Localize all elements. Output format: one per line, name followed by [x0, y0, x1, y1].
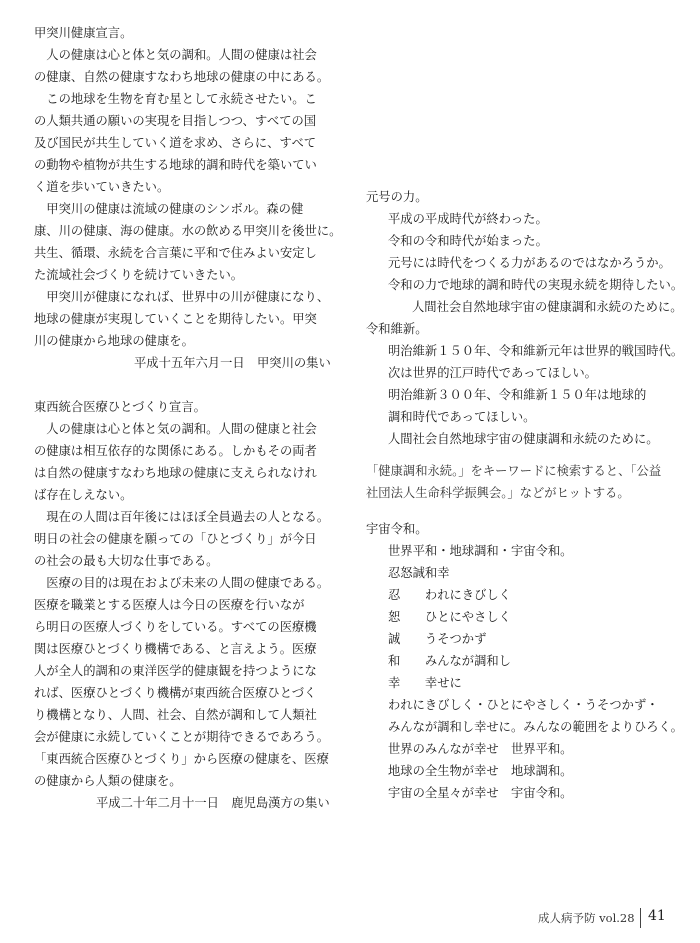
page-number: 41: [648, 908, 666, 924]
text-line: 康、川の健康、海の健康。水の飲める甲突川を後世に。: [34, 224, 342, 238]
text-line: れば、医療ひとづくり機構が東西統合医療ひとづく: [34, 686, 317, 700]
text-line: 明日の社会の健康を願っての「ひとづくり」が今日: [34, 532, 317, 546]
text-line: 平成の平成時代が終わった。: [388, 212, 548, 226]
text-line: 及び国民が共生していく道を求め、さらに、すべて: [34, 136, 317, 150]
text-line: 医療の目的は現在および未来の人間の健康である。: [34, 576, 330, 590]
text-line: 世界のみんなが幸せ 世界平和。: [388, 742, 573, 756]
text-line: 宇宙の全星々が幸せ 宇宙令和。: [388, 786, 573, 800]
text-line: 明治維新１５０年、令和維新元年は世界的戦国時代。: [388, 344, 684, 358]
text-line: く道を歩いていきたい。: [34, 180, 170, 194]
footer-divider: [640, 908, 641, 928]
text-line: この地球を生物を育む星として永続させたい。こ: [34, 92, 317, 106]
text-line: た流域社会づくりを続けていきたい。: [34, 268, 244, 282]
text-line: われにきびしく・ひとにやさしく・うそつかず・: [388, 698, 659, 712]
virtue-line: 和 みんなが調和し: [388, 654, 511, 668]
text-line: の社会の最も大切な仕事である。: [34, 554, 219, 568]
virtue-line: 恕 ひとにやさしく: [388, 610, 511, 624]
text-line: 令和の力で地球的調和時代の実現永続を期待したい。: [388, 278, 684, 292]
text-line: 「東西統合医療ひとづくり」から医療の健康を、医療: [34, 752, 329, 766]
text-line: 現在の人間は百年後にはほぼ全員過去の人となる。: [34, 510, 330, 524]
text-line: 明治維新３００年、令和維新１５０年は地球的: [388, 388, 647, 402]
text-line: みんなが調和し幸せに。みんなの範囲をよりひろく。: [388, 720, 683, 734]
text-line: 元号には時代をつくる力があるのではなかろうか。: [388, 256, 671, 270]
heading-integrated-medicine-declaration: 東西統合医療ひとづくり宣言。: [34, 400, 206, 414]
text-line: 医療を職業とする医療人は今日の医療を行いなが: [34, 598, 305, 612]
text-line: り機構となり、人間、社会、自然が調和して人類社: [34, 708, 317, 722]
signature-line: 平成十五年六月一日 甲突川の集い: [134, 356, 331, 370]
text-line: 人が全人的調和の東洋医学的健康観を持つようにな: [34, 664, 317, 678]
text-line: 川の健康から地球の健康を。: [34, 334, 194, 348]
text-line: 人の健康は心と体と気の調和。人間の健康は社会: [34, 48, 317, 62]
text-line: の動物や植物が共生する地球的調和時代を築いてい: [34, 158, 317, 172]
text-line: 調和時代であってほしい。: [388, 410, 536, 424]
text-line: 忍怒誠和幸: [388, 566, 450, 580]
text-line: 甲突川の健康は流域の健康のシンボル。森の健: [34, 202, 304, 216]
text-line: 地球の健康が実現していくことを期待したい。甲突: [34, 312, 317, 326]
text-line: 令和の令和時代が始まった。: [388, 234, 548, 248]
signature-line: 平成二十年二月十一日 鹿児島漢方の集い: [96, 796, 330, 810]
text-line: 甲突川が健康になれば、世界中の川が健康になり、: [34, 290, 330, 304]
heading-koutsuki-declaration: 甲突川健康宣言。: [34, 26, 133, 40]
text-line: ら明日の医療人づくりをしている。すべての医療機: [34, 620, 317, 634]
heading-reiwa-restoration: 令和維新。: [366, 322, 428, 336]
heading-era-power: 元号の力。: [366, 190, 428, 204]
text-line: 人の健康は心と体と気の調和。人間の健康と社会: [34, 422, 317, 436]
text-line: 会が健康に永続していくことが期待できるであろう。: [34, 730, 330, 744]
virtue-line: 忍 われにきびしく: [388, 588, 511, 602]
text-line: 共生、循環、永続を合言葉に平和で住みよい安定し: [34, 246, 317, 260]
text-line: 次は世界的江戸時代であってほしい。: [388, 366, 597, 380]
virtue-line: 幸 幸せに: [388, 676, 462, 690]
text-line: ば存在しえない。: [34, 488, 133, 502]
text-line: 人間社会自然地球宇宙の健康調和永続のために。: [412, 300, 683, 314]
text-line: 関は医療ひとづくり機構である、と言えよう。医療: [34, 642, 317, 656]
note-line: 「健康調和永続。」をキーワードに検索すると、「公益: [366, 464, 662, 478]
text-line: は自然の健康すなわち地球の健康に支えられなけれ: [34, 466, 317, 480]
heading-cosmic-reiwa: 宇宙令和。: [366, 522, 428, 536]
journal-title: 成人病予防 vol.28: [538, 911, 635, 925]
text-line: の人類共通の願いの実現を目指しつつ、すべての国: [34, 114, 317, 128]
text-line: 地球の全生物が幸せ 地球調和。: [388, 764, 573, 778]
text-line: の健康は相互依存的な関係にある。しかもその両者: [34, 444, 317, 458]
note-line: 社団法人生命科学振興会。」などがヒットする。: [366, 486, 630, 500]
text-line: の健康、自然の健康すなわち地球の健康の中にある。: [34, 70, 330, 84]
virtue-line: 誠 うそつかず: [388, 632, 487, 646]
text-line: 人間社会自然地球宇宙の健康調和永続のために。: [388, 432, 659, 446]
text-line: の健康から人類の健康を。: [34, 774, 182, 788]
text-line: 世界平和・地球調和・宇宙令和。: [388, 544, 573, 558]
